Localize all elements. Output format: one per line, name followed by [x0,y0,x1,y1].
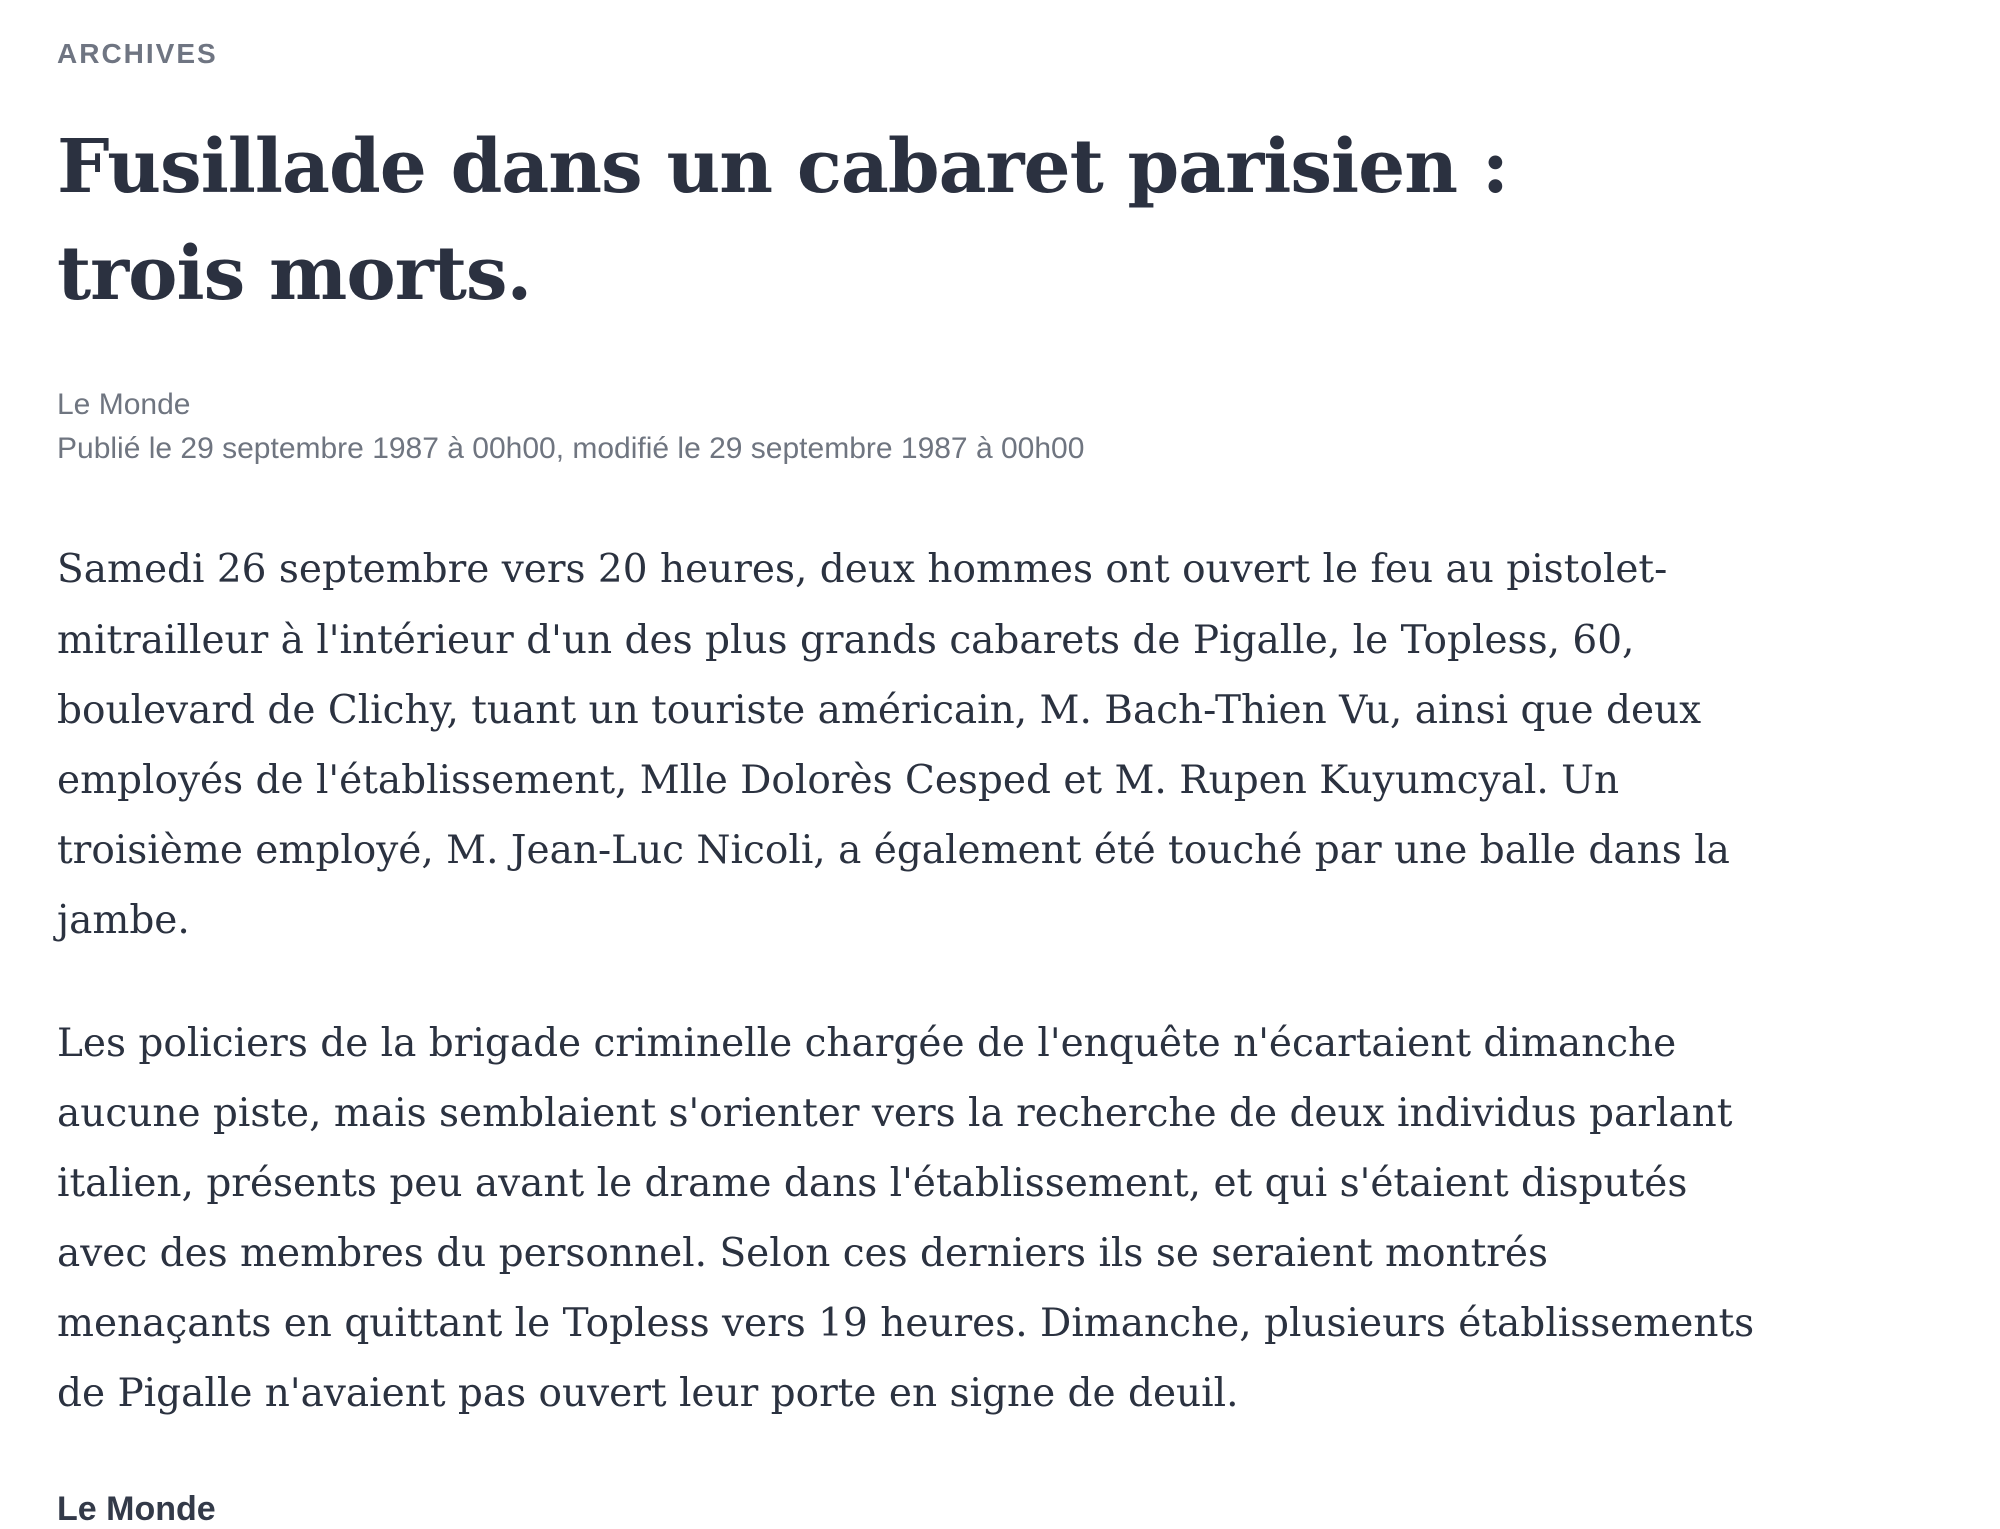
publish-info: Publié le 29 septembre 1987 à 00h00, modifié le 29 septembre 1987 à 00h00 [57,431,1085,465]
footer-signature: Le Monde [57,1489,216,1528]
article-title: Fusillade dans un cabaret parisien : trois morts. [57,124,1509,318]
section-label: ARCHIVES [57,38,218,69]
byline [57,383,1940,472]
article-paragraph-2: Les policiers de la brigade criminelle chargée de l'enquête n'écartaient dimanche aucune piste, mais semblaient s'orienter vers la recherche de deux individus parlant italien, présents peu avant le drame dans l'établissement, et qui s'étaient disputés avec des membres du personnel. Selon ces derniers ils se seraient montrés menaçants en quittant le Topless vers 19 heures. Dimanche, plusieurs établissements de Pigalle n'avaient pas ouvert leur porte en signe de deuil. [57,1020,1755,1417]
article-paragraph-1: Samedi 26 septembre vers 20 heures, deux hommes ont ouvert le feu au pistolet-mitrailleur à l'intérieur d'un des plus grands cabarets de Pigalle, le Topless, 60, boulevard de Clichy, tuant un touriste américain, M. Bach-Thien Vu, ainsi que deux employés de l'établissement, Mlle Dolorès Cesped et M. Rupen Kuyumcyal. Un troisième employé, M. Jean-Luc Nicoli, a également été touché par une balle dans la jambe. [57,547,1730,944]
author-name: Le Monde [57,387,191,421]
